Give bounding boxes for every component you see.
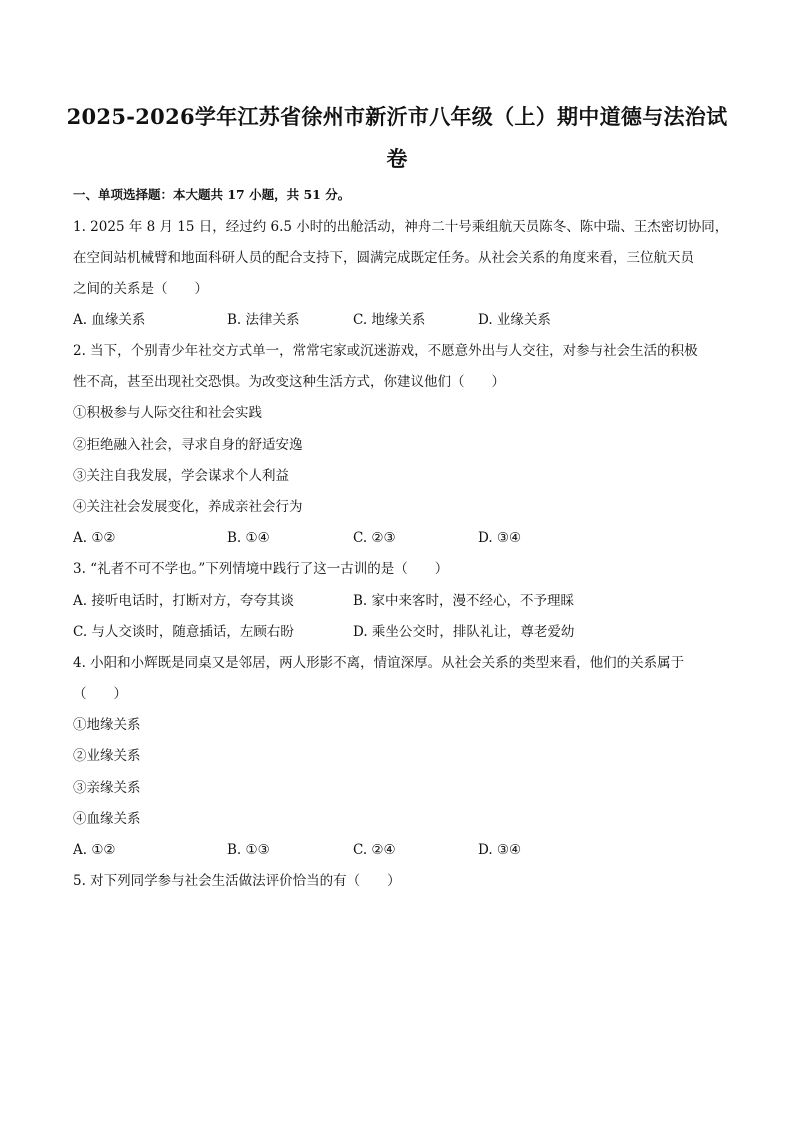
q1-option-c: C. 地缘关系 <box>353 312 426 328</box>
q2-option-b: B. ①④ <box>227 530 270 546</box>
q1-text-line-2: 在空间站机械臂和地面科研人员的配合支持下，圆满完成既定任务。从社会关系的角度来看，三位航天员 <box>73 250 694 266</box>
q2-text-line-2: 性不高，甚至出现社交恐惧。为改变这种生活方式，你建议他们（ ） <box>73 374 505 390</box>
q4-item-1: ①地缘关系 <box>73 717 141 733</box>
q2-item-4: ④关注社会发展变化，养成亲社会行为 <box>73 499 303 515</box>
q2-option-c: C. ②③ <box>353 530 396 546</box>
q4-option-c: C. ②④ <box>353 842 396 858</box>
q4-text-line-1: 4. 小阳和小辉既是同桌又是邻居，两人形影不离，情谊深厚。从社会关系的类型来看，他们的关系属于 <box>73 655 685 671</box>
q4-option-b: B. ①③ <box>227 842 270 858</box>
q3-option-b: B. 家中来客时，漫不经心，不予理睬 <box>353 593 575 609</box>
q1-option-d: D. 业缘关系 <box>478 312 551 328</box>
q3-option-c: C. 与人交谈时，随意插话，左顾右盼 <box>73 624 294 640</box>
q4-text-line-2: （ ） <box>73 686 127 702</box>
q2-item-2: ②拒绝融入社会，寻求自身的舒适安逸 <box>73 437 303 453</box>
q1-option-a: A. 血缘关系 <box>73 312 146 328</box>
q3-option-d: D. 乘坐公交时，排队礼让，尊老爱幼 <box>353 624 575 640</box>
q2-option-d: D. ③④ <box>478 530 522 546</box>
exam-title-line-1: 2025-2026学年江苏省徐州市新沂市八年级（上）期中道德与法治试 <box>66 104 728 129</box>
section-heading: 一、单项选择题：本大题共 17 小题，共 51 分。 <box>73 187 351 202</box>
q4-option-d: D. ③④ <box>478 842 522 858</box>
q2-item-1: ①积极参与人际交往和社会实践 <box>73 405 262 421</box>
exam-title-line-2: 卷 <box>386 146 408 171</box>
q1-text-line-1: 1. 2025 年 8 月 15 日，经过约 6.5 小时的出舱活动，神舟二十号乘组航天员陈冬、陈中瑞、王杰密切协同， <box>73 219 729 235</box>
q4-item-2: ②业缘关系 <box>73 748 141 764</box>
q4-item-4: ④血缘关系 <box>73 811 141 827</box>
q3-text-line-1: 3. “礼者不可不学也。”下列情境中践行了这一古训的是（ ） <box>73 561 449 577</box>
q4-item-3: ③亲缘关系 <box>73 780 141 796</box>
q2-item-3: ③关注自我发展，学会谋求个人利益 <box>73 468 289 484</box>
q1-text-line-3: 之间的关系是（ ） <box>73 281 208 297</box>
q1-option-b: B. 法律关系 <box>227 312 300 328</box>
q2-option-a: A. ①② <box>73 530 116 546</box>
q5-text-line-1: 5. 对下列同学参与社会生活做法评价恰当的有（ ） <box>73 873 401 889</box>
q2-text-line-1: 2. 当下，个别青少年社交方式单一，常常宅家或沉迷游戏，不愿意外出与人交往，对参与社会生活的积极 <box>73 343 698 359</box>
q4-option-a: A. ①② <box>73 842 116 858</box>
q3-option-a: A. 接听电话时，打断对方，夸夸其谈 <box>73 593 294 609</box>
